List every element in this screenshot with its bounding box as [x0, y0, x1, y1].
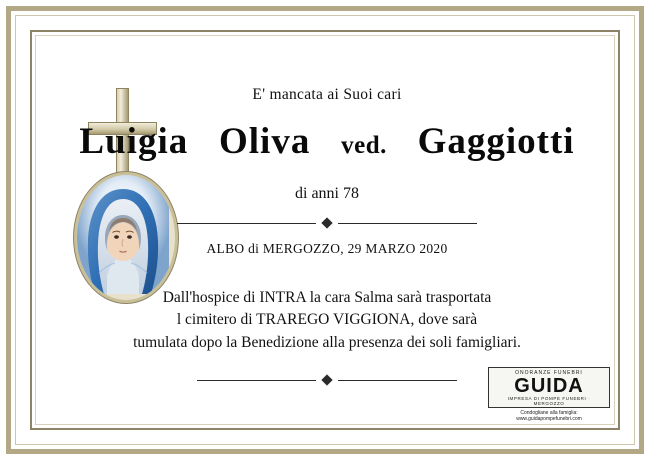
- logo-caption: Condogliane alla famiglia:: [520, 410, 578, 416]
- logo-top-text: ONORANZE FUNEBRI: [515, 370, 583, 376]
- divider-bar-left: [177, 223, 316, 224]
- name-relation: ved.: [341, 132, 387, 159]
- name-last: Gaggiotti: [417, 121, 575, 162]
- divider-diamond: [321, 217, 332, 228]
- name-second: Oliva: [219, 121, 311, 162]
- divider-diamond: [321, 375, 332, 386]
- logo-name: GUIDA: [514, 375, 584, 397]
- frame-middle-border: [15, 15, 635, 445]
- funeral-agency-logo: [488, 367, 610, 422]
- notice-content: [62, 58, 592, 402]
- divider-ornament-top: [177, 219, 477, 227]
- frame-inner-border: [30, 30, 620, 430]
- divider-ornament-bottom: [197, 376, 457, 384]
- logo-sub-text: IMPRESA DI POMPE FUNEBRI · MERGOZZO: [507, 396, 591, 406]
- announcement-text: [62, 287, 592, 354]
- logo-box: [488, 367, 610, 408]
- place-date-line: ALBO di MERGOZZO, 29 MARZO 2020: [206, 241, 448, 256]
- divider-bar-right: [338, 223, 477, 224]
- divider-bar-left: [197, 380, 316, 381]
- divider-bar-right: [338, 380, 457, 381]
- age-line: di anni 78: [295, 185, 359, 202]
- announcement-line-1: Dall'hospice di INTRA la cara Salma sarà trasportata: [162, 289, 492, 306]
- logo-url[interactable]: www.guidapompefunebri.com: [516, 416, 582, 422]
- announcement-line-3: tumulata dopo la Benedizione alla presenza dei soli famigliari.: [133, 333, 521, 351]
- frame-outer-border: [6, 6, 644, 454]
- announcement-line-2: l cimitero di TRAREGO VIGGIONA, dove sarà: [176, 311, 478, 329]
- intro-line: E' mancata ai Suoi cari: [252, 86, 402, 103]
- name-first: Luigia: [79, 121, 189, 162]
- deceased-name: [62, 120, 592, 163]
